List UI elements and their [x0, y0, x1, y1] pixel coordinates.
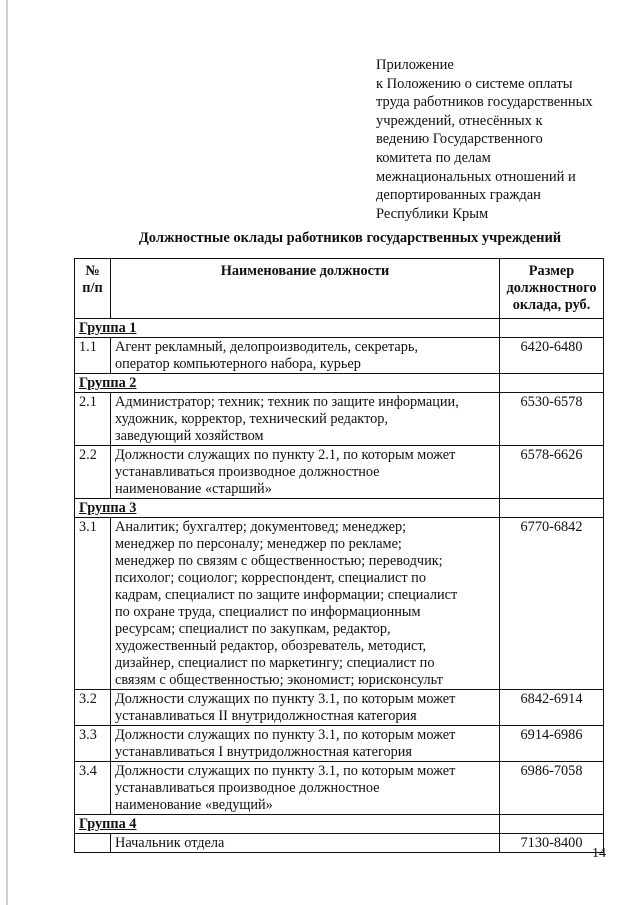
position-name-line: устанавливаться производное должностное	[115, 464, 380, 480]
group-label: Группа 4	[75, 815, 500, 834]
scan-margin-line	[6, 0, 8, 905]
row-number: 3.4	[75, 762, 111, 815]
position-name-line: наименование «ведущий»	[115, 797, 273, 813]
position-name	[111, 393, 500, 446]
salary-range: 6986-7058	[500, 762, 604, 815]
group-label: Группа 1	[75, 319, 500, 338]
table-row	[75, 726, 604, 762]
position-name	[111, 834, 500, 853]
table-row	[75, 446, 604, 499]
header-salary-line: Размер	[528, 263, 575, 279]
position-name	[111, 338, 500, 374]
row-number: 1.1	[75, 338, 111, 374]
group-row	[75, 815, 604, 834]
position-name-line: устанавливаться I внутридолжностная категория	[115, 744, 412, 760]
header-num-line: п/п	[82, 280, 103, 296]
position-name-line: Начальник отдела	[115, 835, 225, 851]
position-name-line: художник, корректор, технический редактор,	[115, 411, 388, 427]
salary-range: 6420-6480	[500, 338, 604, 374]
position-name-line: Агент рекламный, делопроизводитель, секретарь,	[115, 339, 419, 355]
table-header-row	[75, 259, 604, 319]
group-empty-cell	[500, 815, 604, 834]
row-number: 2.1	[75, 393, 111, 446]
position-name	[111, 446, 500, 499]
position-name-line: менеджер по связям с общественностью; переводчик;	[115, 553, 443, 569]
page-number: 14	[592, 846, 606, 861]
appendix-line: учреждений, отнесённых к	[376, 112, 543, 129]
position-name-line: Должности служащих по пункту 2.1, по которым может	[115, 447, 456, 463]
table-row	[75, 393, 604, 446]
salary-range: 6914-6986	[500, 726, 604, 762]
position-name	[111, 762, 500, 815]
appendix-note	[376, 56, 626, 223]
table-body	[75, 319, 604, 853]
position-name-line: заведующий хозяйством	[115, 428, 264, 444]
row-number: 3.1	[75, 518, 111, 690]
table-row	[75, 834, 604, 853]
table-row	[75, 338, 604, 374]
group-empty-cell	[500, 499, 604, 518]
row-number: 3.2	[75, 690, 111, 726]
table-row	[75, 690, 604, 726]
header-salary	[500, 259, 604, 319]
position-name-line: художественный редактор, обозреватель, методист,	[115, 638, 427, 654]
position-name-line: по охране труда, специалист по информационным	[115, 604, 421, 620]
row-number	[75, 834, 111, 853]
appendix-line: Приложение	[376, 57, 454, 73]
appendix-line: к Положению о системе оплаты	[376, 75, 573, 92]
header-salary-line: должностного	[506, 280, 597, 296]
position-name	[111, 726, 500, 762]
appendix-line: труда работников государственных	[376, 94, 593, 111]
position-name-line: Администратор; техник; техник по защите информации,	[115, 394, 459, 410]
position-name-line: устанавливаться II внутридолжностная категория	[115, 708, 417, 724]
salary-range: 6578-6626	[500, 446, 604, 499]
position-name	[111, 690, 500, 726]
appendix-line: депортированных граждан	[376, 187, 541, 204]
position-name-line: наименование «старший»	[115, 481, 272, 497]
group-row	[75, 319, 604, 338]
header-position-name: Наименование должности	[111, 259, 500, 319]
appendix-line: межнациональных отношений и	[376, 168, 576, 185]
table-row	[75, 762, 604, 815]
position-name-line: связям с общественностью; экономист; юрисконсульт	[115, 672, 443, 688]
position-name-line: Должности служащих по пункту 3.1, по которым может	[115, 763, 456, 779]
position-name-line: устанавливаться производное должностное	[115, 780, 380, 796]
row-number: 2.2	[75, 446, 111, 499]
group-row	[75, 374, 604, 393]
salary-table	[74, 258, 604, 853]
group-empty-cell	[500, 319, 604, 338]
position-name-line: оператор компьютерного набора, курьер	[115, 356, 361, 372]
group-row	[75, 499, 604, 518]
document-title: Должностные оклады работников государственных учреждений	[138, 230, 562, 246]
row-number: 3.3	[75, 726, 111, 762]
salary-range: 6530-6578	[500, 393, 604, 446]
group-label: Группа 2	[75, 374, 500, 393]
salary-range: 6842-6914	[500, 690, 604, 726]
group-empty-cell	[500, 374, 604, 393]
position-name-line: кадрам, специалист по защите информации; специалист	[115, 587, 458, 603]
salary-range: 6770-6842	[500, 518, 604, 690]
header-salary-line: оклада, руб.	[512, 297, 591, 313]
position-name-line: менеджер по персоналу; менеджер по рекламе;	[115, 536, 402, 552]
position-name-line: Должности служащих по пункту 3.1, по которым может	[115, 727, 456, 743]
header-num-line: №	[85, 263, 100, 279]
group-label: Группа 3	[75, 499, 500, 518]
appendix-line: ведению Государственного	[376, 131, 543, 148]
salary-range: 7130-8400	[500, 834, 604, 853]
appendix-line: комитета по делам	[376, 149, 491, 166]
position-name-line: ресурсам; специалист по закупкам, редактор,	[115, 621, 391, 637]
position-name-line: дизайнер, специалист по маркетингу; специалист по	[115, 655, 435, 671]
position-name-line: Аналитик; бухгалтер; документовед; менеджер;	[115, 519, 407, 535]
table-row	[75, 518, 604, 690]
position-name-line: Должности служащих по пункту 3.1, по которым может	[115, 691, 456, 707]
header-num	[75, 259, 111, 319]
appendix-line: Республики Крым	[376, 205, 489, 222]
position-name	[111, 518, 500, 690]
position-name-line: психолог; социолог; корреспондент, специалист по	[115, 570, 426, 586]
